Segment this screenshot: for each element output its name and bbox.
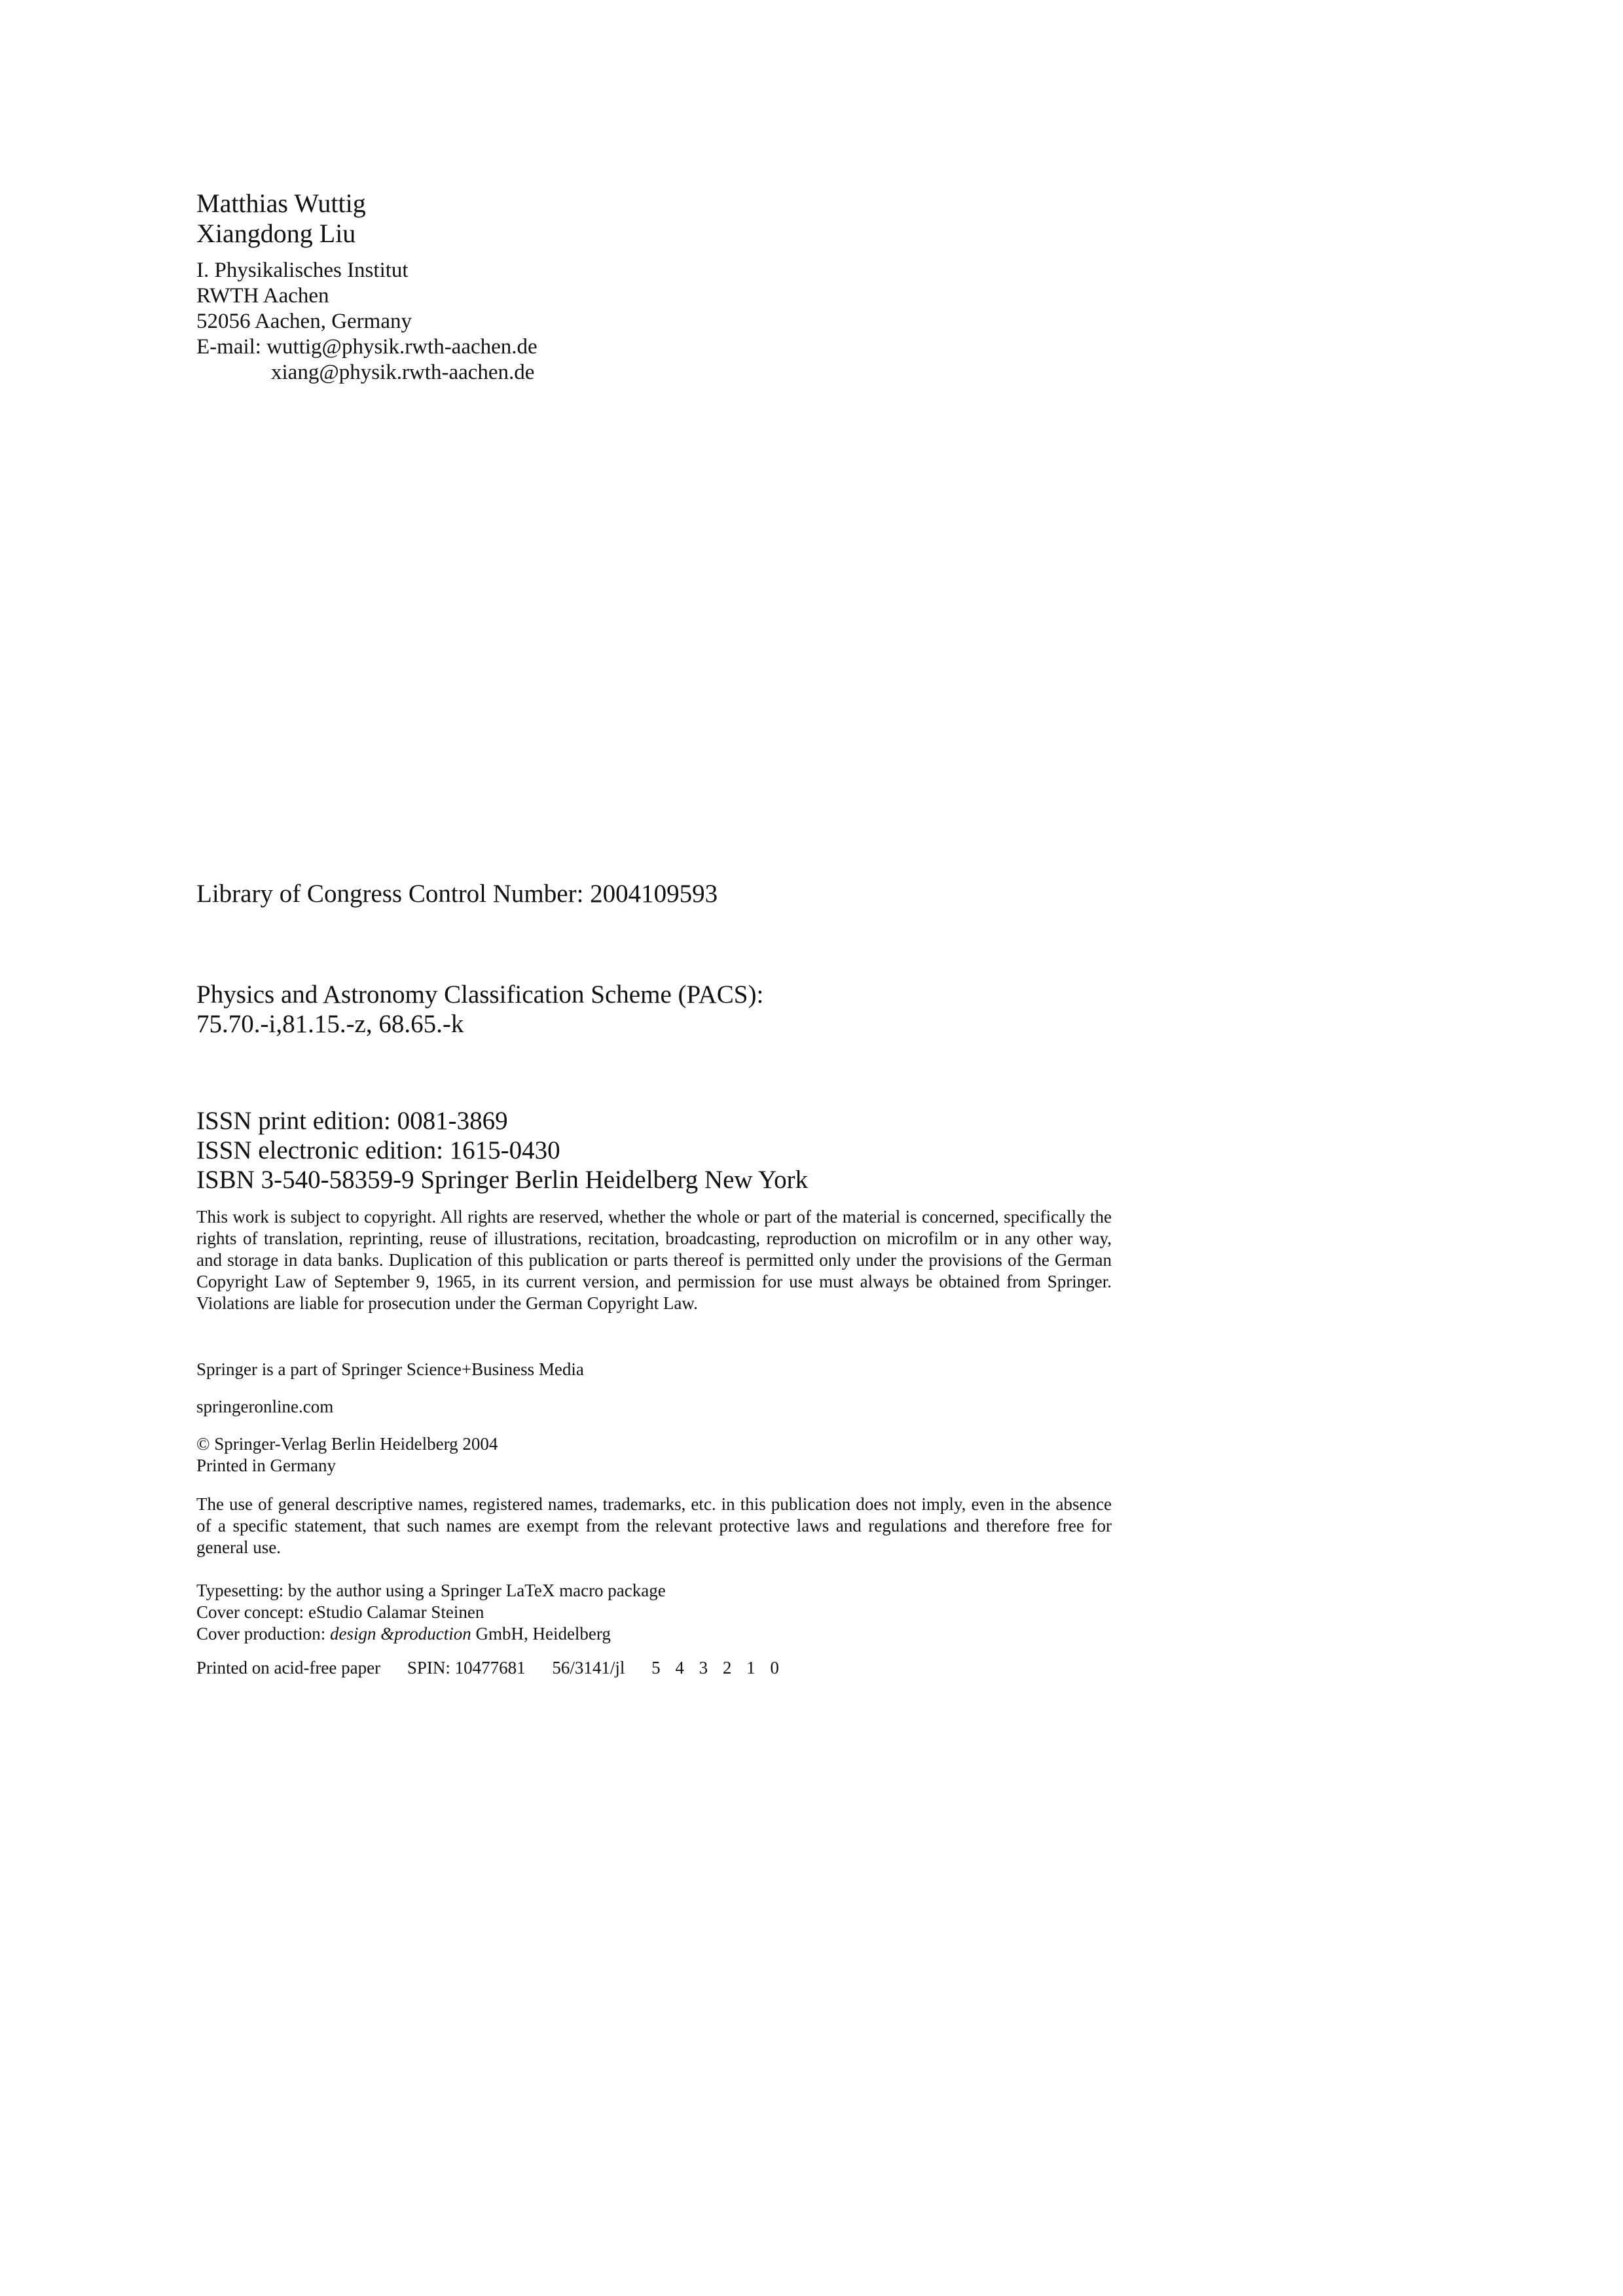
print-run-digits: 5 4 3 2 1 0 [651, 1658, 784, 1677]
print-code: 56/3141/jl [552, 1658, 625, 1677]
trademark-notice: The use of general descriptive names, registered names, trademarks, etc. in this publication does not imply, even in the absence of a specific statement, that such names are exempt from the relevant protective laws and regulations and therefore free for general use. [196, 1494, 1112, 1557]
springer-website [196, 1396, 1113, 1418]
springer-part-note [196, 1359, 1113, 1380]
isbn: ISBN 3-540-58359-9 Springer Berlin Heidelberg New York [196, 1166, 809, 1194]
springer-part-text: Springer is a part of Springer Science+Business Media [196, 1359, 584, 1379]
author-name: Matthias Wuttig [196, 188, 366, 218]
copyright-notice: This work is subject to copyright. All rights are reserved, whether the whole or part of the material is concerned, specifically the rights of translation, reprinting, reuse of illustrations, recitation, broadcasting, reproduction on microfilm or in any other way, and storage in data banks. Duplication of this publication or parts thereof is permitted only under the provisions of the German Copyright Law of September 9, 1965, in its current version, and permission for use must always be obtained from Springer. Violations are liable for prosecution under the German Copyright Law. [196, 1207, 1112, 1313]
paper-note: Printed on acid-free paper [196, 1658, 381, 1677]
email-address: xiang@physik.rwth-aachen.de [271, 361, 535, 384]
author-names [196, 188, 1113, 249]
verlag-block [196, 1433, 1113, 1477]
issn-print: ISSN print edition: 0081-3869 [196, 1107, 508, 1135]
affiliation-line: RWTH Aachen [196, 284, 329, 308]
author-affiliation [196, 258, 1113, 386]
affiliation-line: I. Physikalisches Institut [196, 259, 409, 282]
lccn [196, 879, 1113, 908]
cover-production-rest: GmbH, Heidelberg [475, 1624, 611, 1643]
issn-electronic: ISSN electronic edition: 1615-0430 [196, 1136, 560, 1164]
email-label: E-mail: [196, 335, 261, 359]
spin-number: SPIN: 10477681 [407, 1658, 526, 1677]
cover-production-italic: design &production [329, 1624, 471, 1643]
printed-in: Printed in Germany [196, 1456, 336, 1475]
cover-production-label: Cover production: [196, 1624, 326, 1643]
production-credits [196, 1580, 1113, 1645]
cover-production-credit [196, 1623, 1113, 1645]
issn-block [196, 1106, 1113, 1194]
pacs-codes: 75.70.-i,81.15.-z, 68.65.-k [196, 1010, 464, 1038]
springer-website-text: springeronline.com [196, 1397, 334, 1416]
affiliation-line: 52056 Aachen, Germany [196, 310, 412, 333]
lccn-text: Library of Congress Control Number: 2004109593 [196, 880, 718, 908]
typesetting-credit: Typesetting: by the author using a Springer LaTeX macro package [196, 1581, 666, 1600]
pacs-label: Physics and Astronomy Classification Scheme (PACS): [196, 980, 764, 1009]
pacs-block [196, 980, 1113, 1039]
email-address: wuttig@physik.rwth-aachen.de [266, 335, 538, 359]
verlag-copyright: © Springer-Verlag Berlin Heidelberg 2004 [196, 1434, 498, 1454]
author-name: Xiangdong Liu [196, 219, 356, 248]
printing-line [196, 1657, 1113, 1679]
cover-concept-credit: Cover concept: eStudio Calamar Steinen [196, 1602, 484, 1622]
email-row [196, 334, 1113, 360]
